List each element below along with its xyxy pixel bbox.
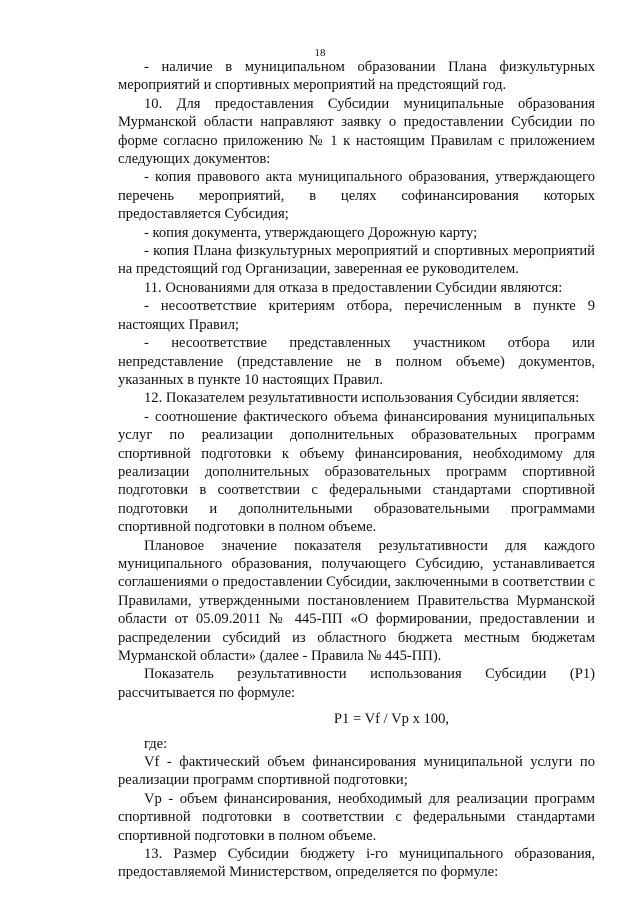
paragraph: 13. Размер Субсидии бюджету i-го муниципального образования, предоставляемой Министерством, определяется по формуле: (118, 846, 595, 881)
paragraph: - соотношение фактического объема финансирования муниципальных услуг по реализации дополнительных образовательных программ спортивной подготовки к объему финансирования, необходимому для реализации дополнительных образовательных программ спортивной подготовки в соответствии с федеральными стандартами спортивной подготовки и дополнительными образовательными программами спортивной подготовки в полном объеме. (118, 408, 595, 536)
paragraph: Плановое значение показателя результативности для каждого муниципального образования, получающего Субсидию, устанавливается соглашениями о предоставлении Субсидии, заключенными в соответствии с Правилами, утвержденными постановлением Правительства Мурманской области от 05.09.2011 № 445-ПП «О формировании, предоставлении и распределении субсидий из областного бюджета местным бюджетам Мурманской области» (далее - Правила № 445-ПП). (118, 537, 595, 664)
paragraph: - несоответствие представленных участником отбора или непредставление (представление не в полном объеме) документов, указанных в пункте 10 настоящих Правил. (118, 335, 595, 388)
paragraph: - несоответствие критериям отбора, перечисленным в пункте 9 настоящих Правил; (118, 298, 595, 333)
paragraph: 12. Показателем результативности использования Субсидии является: (144, 390, 580, 407)
paragraph: 10. Для предоставления Субсидии муниципальные образования Мурманской области направляют заявку о предоставлении Субсидии по форме согласно приложению № 1 к настоящим Правилам с приложением следующих документов: (118, 95, 595, 168)
paragraph: Показатель результативности использования Субсидии (P1) рассчитывается по формуле: (118, 666, 595, 701)
definition: Vp - объем финансирования, необходимый для реализации программ спортивной подготовки в соответствии с федеральными стандартами спортивной подготовки в полном объеме. (118, 790, 595, 844)
formula: P1 = Vf / Vp x 100, (333, 711, 450, 728)
paragraph: - наличие в муниципальном образовании Плана физкультурных мероприятий и спортивных мероприятий на предстоящий год. (118, 59, 595, 94)
definition: Vf - фактический объем финансирования муниципальной услуги по реализации программ спортивной подготовки; (118, 754, 595, 789)
paragraph: - копия документа, утверждающего Дорожную карту; (144, 224, 478, 241)
paragraph: - копия правового акта муниципального образования, утверждающего перечень мероприятий, в целях софинансирования которых предоставляется Субсидия; (118, 169, 595, 223)
document-body (118, 58, 595, 882)
where-label: где: (144, 735, 168, 752)
page-number: 18 (314, 47, 326, 59)
paragraph: - копия Плана физкультурных мероприятий и спортивных мероприятий на предстоящий год Организации, заверенная ее руководителем. (118, 243, 595, 278)
paragraph: 11. Основаниями для отказа в предоставлении Субсидии являются: (144, 279, 563, 296)
